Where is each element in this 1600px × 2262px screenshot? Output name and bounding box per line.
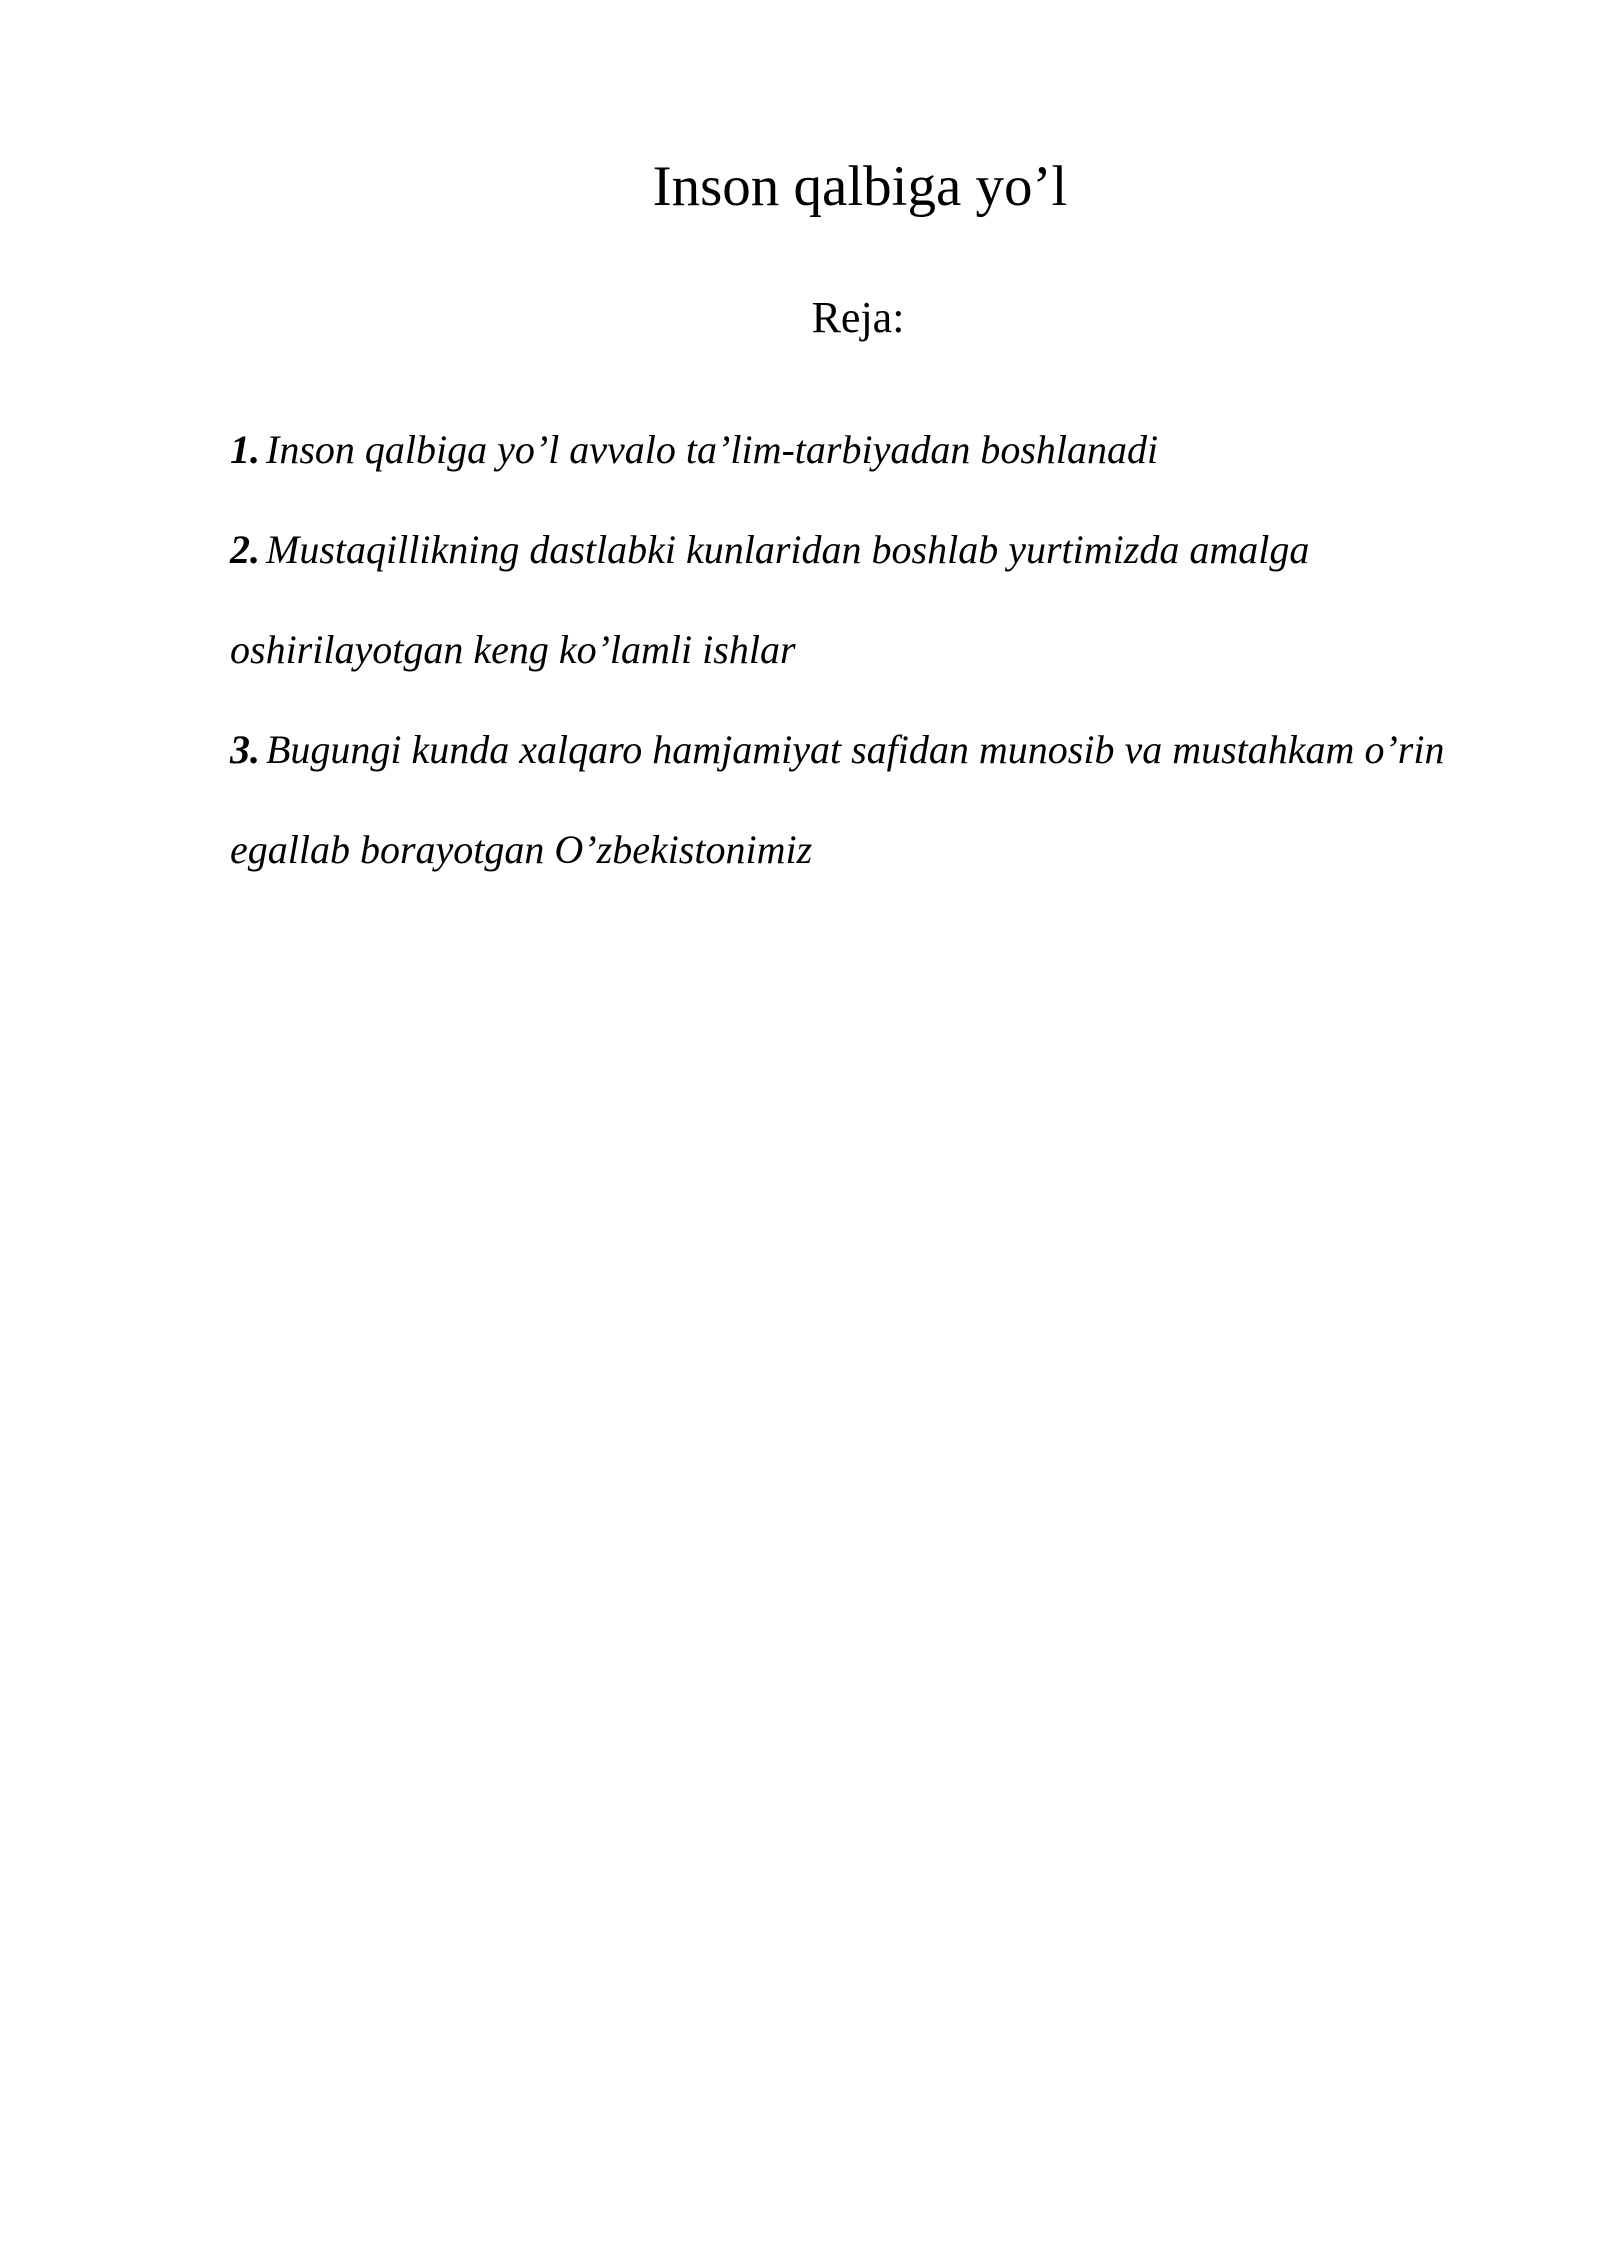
plan-item-number: 3. <box>230 727 260 772</box>
plan-heading: Reja: <box>811 293 905 342</box>
document-title: Inson qalbiga yo’l <box>652 155 1068 218</box>
plan-item-1 <box>230 400 1470 500</box>
plan-item-text: Inson qalbiga yo’l avvalo ta’lim-tarbiyadan boshlanadi <box>266 427 1159 472</box>
plan-list <box>230 400 1470 900</box>
plan-item-3 <box>230 700 1470 900</box>
plan-item-number: 1. <box>230 427 260 472</box>
plan-item-2 <box>230 500 1470 700</box>
plan-item-text: Bugungi kunda xalqaro hamjamiyat safidan munosib va mustahkam o’rin egallab borayotgan O’zbekistonimiz <box>230 727 1445 872</box>
plan-item-number: 2. <box>230 527 260 572</box>
plan-item-text: Mustaqillikning dastlabki kunlaridan boshlab yurtimizda amalga oshirilayotgan keng ko’lamli ishlar <box>230 527 1310 672</box>
